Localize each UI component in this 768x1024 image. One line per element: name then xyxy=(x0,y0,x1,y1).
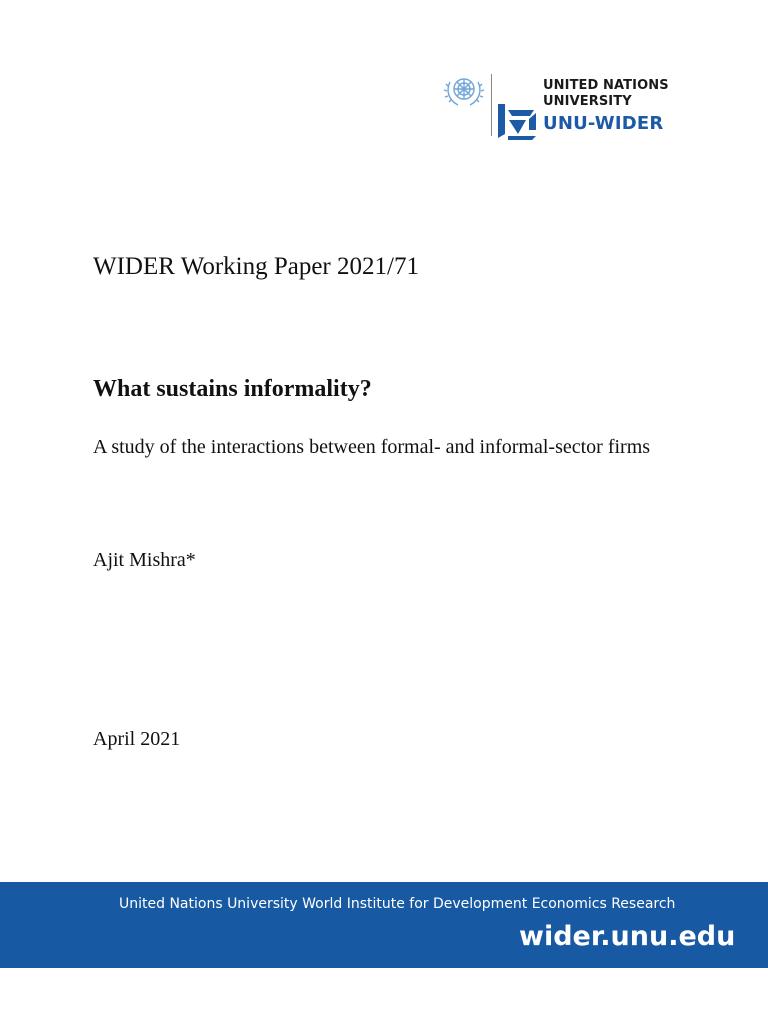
paper-title: What sustains informality? xyxy=(93,376,372,402)
paper-author: Ajit Mishra* xyxy=(93,549,196,571)
logo-line-united-nations: UNITED NATIONS xyxy=(543,78,669,93)
paper-subtitle: A study of the interactions between formal- and informal-sector firms xyxy=(93,436,651,458)
unu-wider-logo xyxy=(442,72,682,140)
logo-divider xyxy=(491,74,492,136)
footer-website-link[interactable]: wider.unu.edu xyxy=(519,921,736,952)
logo-brand-name: UNU-WIDER xyxy=(543,113,664,134)
paper-date: April 2021 xyxy=(93,728,181,750)
logo-line-university: UNIVERSITY xyxy=(543,94,632,109)
unu-wider-mark-icon xyxy=(496,100,538,140)
paper-series: WIDER Working Paper 2021/71 xyxy=(93,253,419,280)
un-emblem-icon xyxy=(442,72,486,112)
footer-institute-name: United Nations University World Institute for Development Economics Research xyxy=(119,896,676,912)
footer-band xyxy=(0,882,768,968)
